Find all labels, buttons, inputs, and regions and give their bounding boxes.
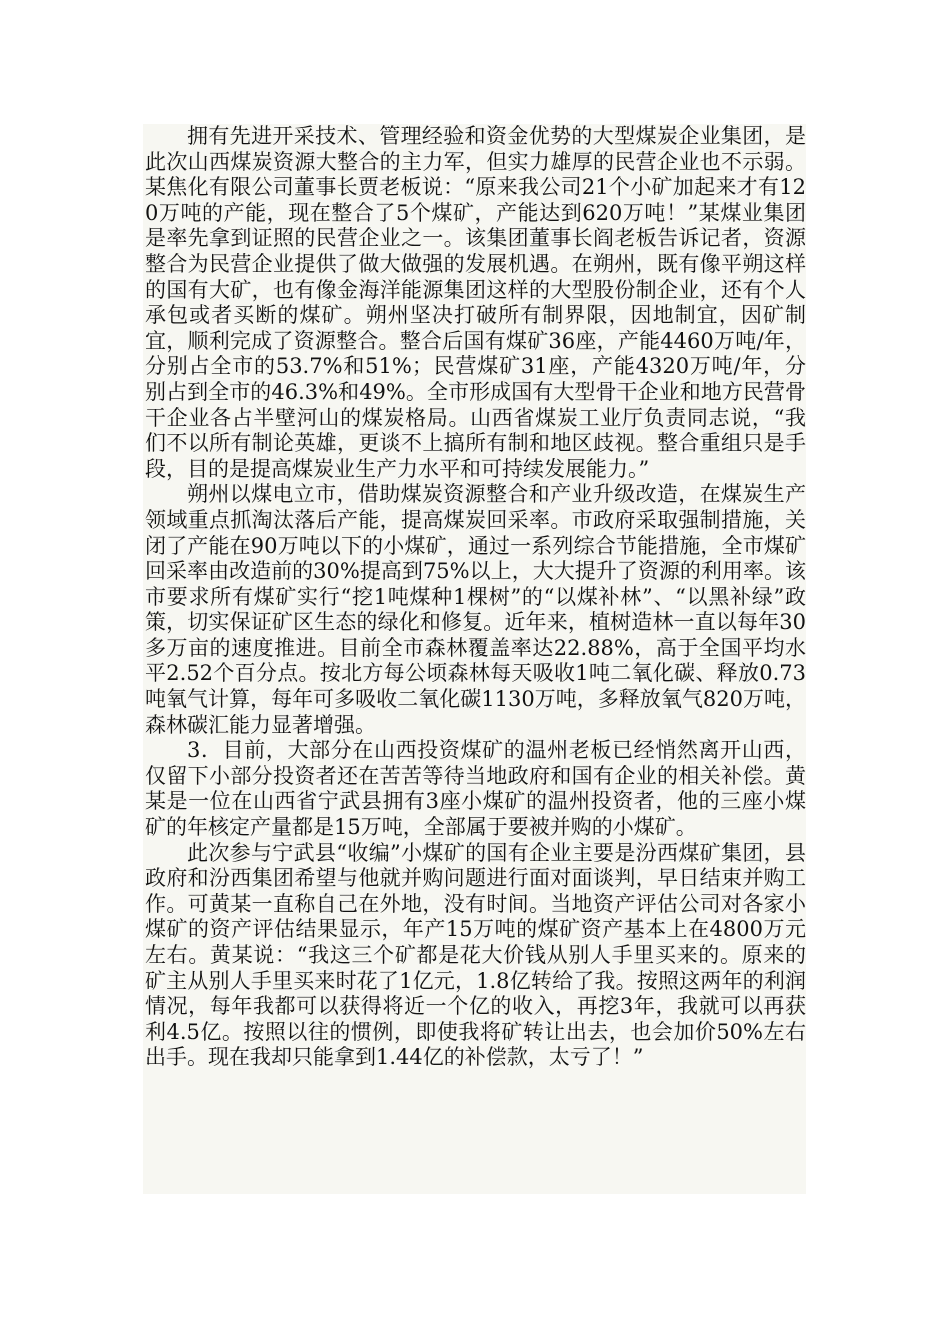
paragraph-3: 3．目前，大部分在山西投资煤矿的温州老板已经悄然离开山西，仅留下小部分投资者还在苦苦等待当地政府和国有企业的相关补偿。黄某是一位在山西省宁武县拥有3座小煤矿的温州投资者，他的三座小煤矿的年核定产量都是15万吨，全部属于要被并购的小煤矿。 bbox=[145, 738, 806, 840]
paragraph-4: 此次参与宁武县“收编”小煤矿的国有企业主要是汾西煤矿集团，县政府和汾西集团希望与他就并购问题进行面对面谈判，早日结束并购工作。可黄某一直称自己在外地，没有时间。当地资产评估公司对各家小煤矿的资产评估结果显示，年产15万吨的煤矿资产基本上在4800万元左右。黄某说：“我这三个矿都是花大价钱从别人手里买来的。原来的矿主从别人手里买来时花了1亿元，1.8亿转给了我。按照这两年的利润情况，每年我都可以获得将近一个亿的收入，再挖3年，我就可以再获利4.5亿。按照以往的惯例，即使我将矿转让出去，也会加价50%左右出手。现在我却只能拿到1.44亿的补偿款，太亏了！” bbox=[145, 840, 806, 1070]
paragraph-2: 朔州以煤电立市，借助煤炭资源整合和产业升级改造，在煤炭生产领域重点抓淘汰落后产能，提高煤炭回采率。市政府采取强制措施，关闭了产能在90万吨以下的小煤矿，通过一系列综合节能措施，全市煤矿回采率由改造前的30%提高到75%以上，大大提升了资源的利用率。该市要求所有煤矿实行“挖1吨煤种1棵树”的“以煤补林”、“以黑补绿”政策，切实保证矿区生态的绿化和修复。近年来，植树造林一直以每年30多万亩的速度推进。目前全市森林覆盖率达22.88%，高于全国平均水平2.52个百分点。按北方每公顷森林每天吸收1吨二氧化碳、释放0.73吨氧气计算，每年可多吸收二氧化碳1130万吨，多释放氧气820万吨，森林碳汇能力显著增强。 bbox=[145, 482, 806, 737]
paragraph-1: 拥有先进开采技术、管理经验和资金优势的大型煤炭企业集团，是此次山西煤炭资源大整合的主力军，但实力雄厚的民营企业也不示弱。某焦化有限公司董事长贾老板说：“原来我公司21个小矿加起来才有120万吨的产能，现在整合了5个煤矿，产能达到620万吨！”某煤业集团是率先拿到证照的民营企业之一。该集团董事长阎老板告诉记者，资源整合为民营企业提供了做大做强的发展机遇。在朔州，既有像平朔这样的国有大矿，也有像金海洋能源集团这样的大型股份制企业，还有个人承包或者买断的煤矿。朔州坚决打破所有制界限，因地制宜，因矿制宜，顺利完成了资源整合。整合后国有煤矿36座，产能4460万吨/年，分别占全市的53.7%和51%；民营煤矿31座，产能4320万吨/年，分别占到全市的46.3%和49%。全市形成国有大型骨干企业和地方民营骨干企业各占半壁河山的煤炭格局。山西省煤炭工业厅负责同志说，“我们不以所有制论英雄，更谈不上搞所有制和地区歧视。整合重组只是手段，目的是提高煤炭业生产力水平和可持续发展能力。” bbox=[145, 124, 806, 481]
article-body bbox=[143, 124, 806, 1194]
